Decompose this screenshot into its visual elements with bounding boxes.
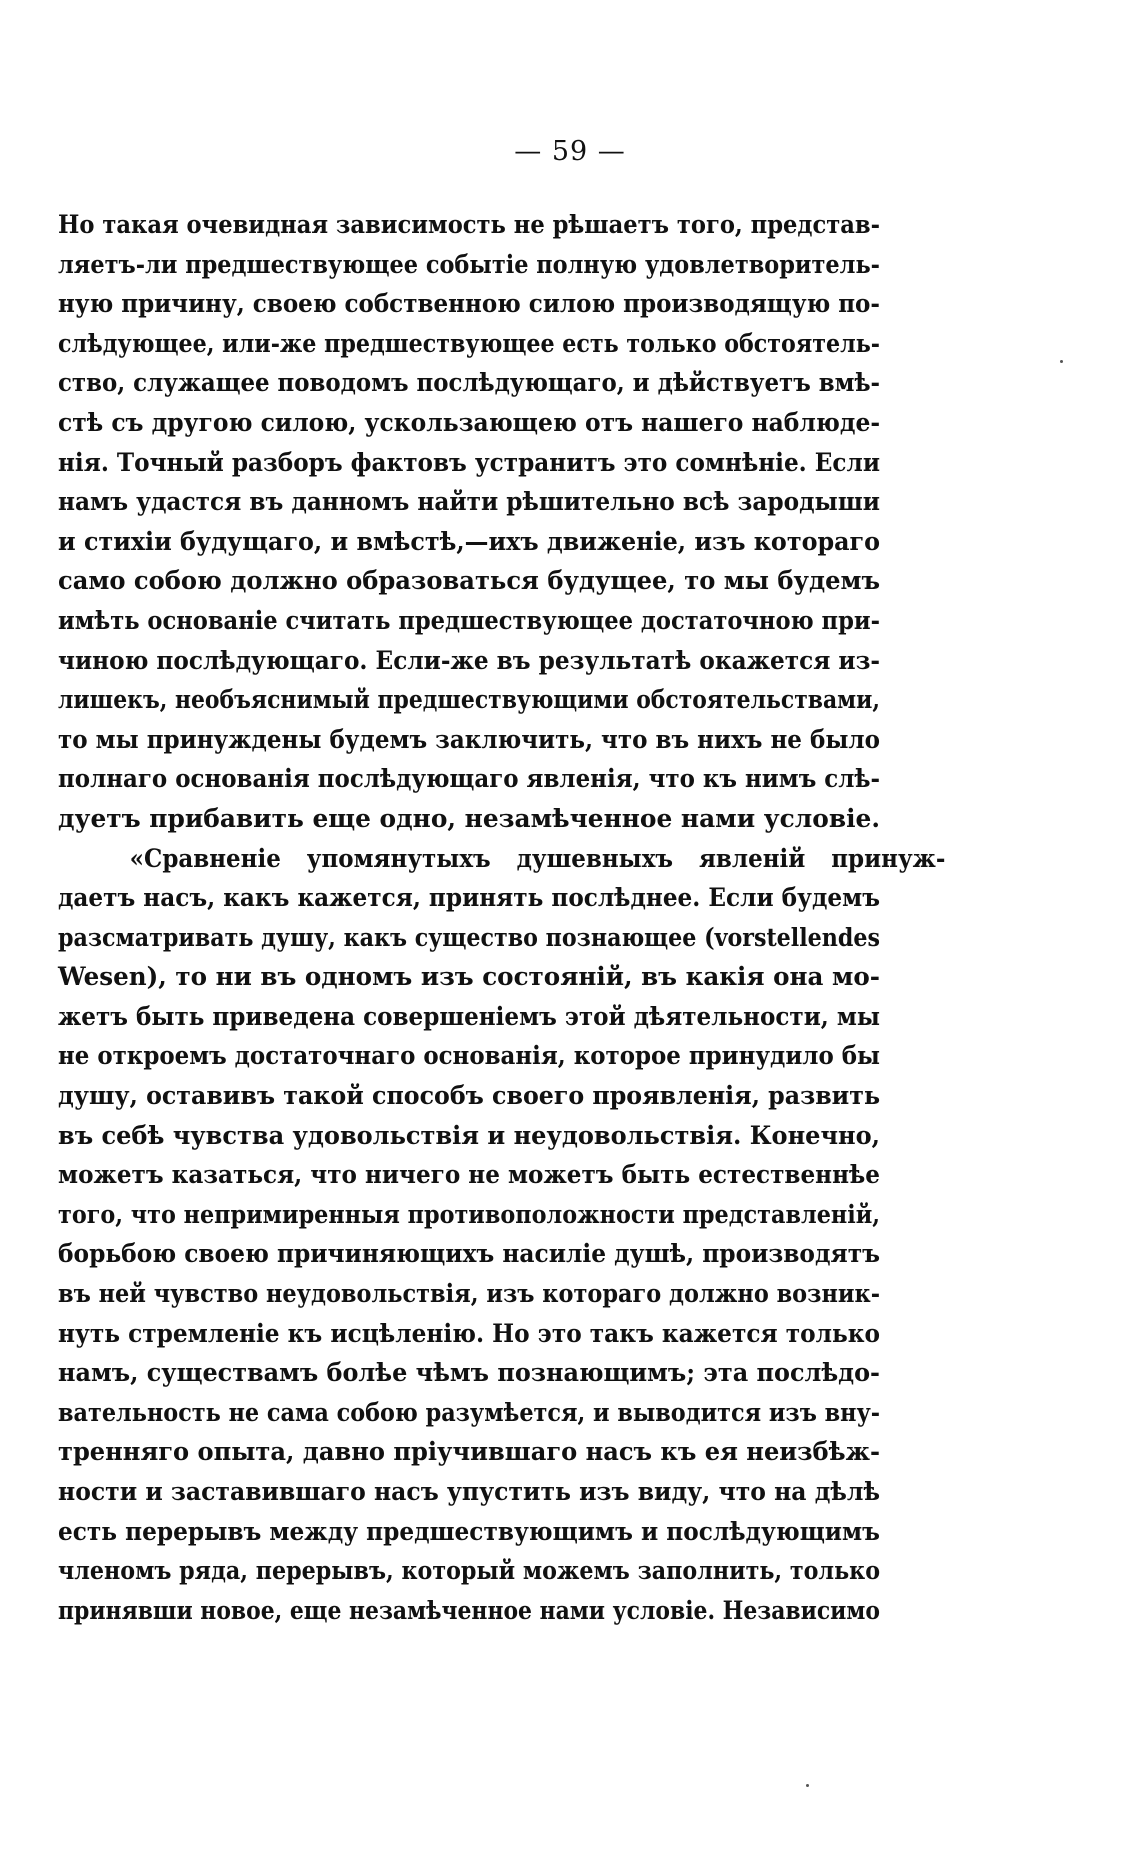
text-line: есть перерывъ между предшествующимъ и послѣдующимъ xyxy=(58,1516,880,1546)
text-line: и стихіи будущаго, и вмѣстѣ,—ихъ движеніе, изъ котораго xyxy=(58,526,880,556)
text-line: ности и заставившаго насъ упустить изъ виду, что на дѣлѣ xyxy=(58,1477,880,1506)
text-line: намъ, существамъ болѣе чѣмъ познающимъ; эта послѣдо- xyxy=(58,1358,880,1388)
text-line: членомъ ряда, перерывъ, который можемъ заполнить, только xyxy=(58,1556,881,1586)
text-line: ную причину, своею собственною силою производящую по- xyxy=(58,289,880,319)
text-line: въ себѣ чувства удовольствія и неудовольствія. Конечно, xyxy=(58,1120,881,1150)
text-line: лишекъ, необъяснимый предшествующими обстоятельствами, xyxy=(58,685,881,715)
text-line: нуть стремленіе къ исцѣленію. Но это такъ кажется только xyxy=(58,1318,881,1348)
text-line: ство, служащее поводомъ послѣдующаго, и дѣйствуетъ вмѣ- xyxy=(58,368,881,398)
text-line: разсматривать душу, какъ существо познающее (vorstellendes xyxy=(58,922,880,952)
text-line: принявши новое, еще незамѣченное нами условіе. Независимо xyxy=(58,1595,881,1625)
page-number: — 59 — xyxy=(514,136,626,167)
text-line: того, что непримиренныя противоположности представленій, xyxy=(58,1199,881,1229)
text-line: борьбою своею причиняющихъ насиліе душѣ, производятъ xyxy=(58,1239,881,1269)
text-line: въ ней чувство неудовольствія, изъ котораго должно возник- xyxy=(58,1279,881,1309)
text-line: жетъ быть приведена совершеніемъ этой дѣятельности, мы xyxy=(58,1001,881,1031)
text-line: само собою должно образоваться будущее, то мы будемъ xyxy=(58,566,881,596)
text-line: слѣдующее, или-же предшествующее есть только обстоятель- xyxy=(58,328,881,358)
paper-speck xyxy=(1060,360,1063,363)
text-line: полнаго основанія послѣдующаго явленія, что къ нимъ слѣ- xyxy=(58,764,881,794)
text-line: стѣ съ другою силою, ускользающею отъ нашего наблюде- xyxy=(58,407,881,437)
body-text xyxy=(58,205,946,1630)
paper-speck xyxy=(806,1784,809,1787)
text-line: не откроемъ достаточнаго основанія, которое принудило бы xyxy=(58,1041,880,1071)
text-line: Но такая очевидная зависимость не рѣшаетъ того, представ- xyxy=(58,210,881,239)
text-line: Wesen), то ни въ одномъ изъ состояній, въ какія она мо- xyxy=(58,962,880,992)
text-line: ляетъ-ли предшествующее событіе полную удовлетворитель- xyxy=(58,249,880,279)
text-line: то мы принуждены будемъ заключить, что въ нихъ не было xyxy=(58,724,880,754)
text-line: можетъ казаться, что ничего не можетъ быть естественнѣе xyxy=(58,1160,880,1190)
text-line: намъ удастся въ данномъ найти рѣшительно всѣ зародыши xyxy=(58,487,880,517)
paragraph-end-line: дуетъ прибавить еще одно, незамѣченное нами условіе. xyxy=(58,803,880,833)
paragraph-start-line: «Сравненіе упомянутыхъ душевныхъ явленій принуж- xyxy=(129,843,946,873)
text-line: душу, оставивъ такой способъ своего проявленія, развить xyxy=(58,1081,881,1111)
text-line: даетъ насъ, какъ кажется, принять послѣднее. Если будемъ xyxy=(58,883,880,913)
text-line: имѣть основаніе считать предшествующее достаточною при- xyxy=(58,605,880,635)
text-line: чиною послѣдующаго. Если-же въ результатѣ окажется из- xyxy=(58,645,881,675)
text-line: нія. Точный разборъ фактовъ устранитъ это сомнѣніе. Если xyxy=(58,447,881,477)
text-line: тренняго опыта, давно пріучившаго насъ къ ея неизбѣж- xyxy=(58,1437,880,1467)
text-line: вательность не сама собою разумѣется, и выводится изъ вну- xyxy=(58,1397,881,1427)
